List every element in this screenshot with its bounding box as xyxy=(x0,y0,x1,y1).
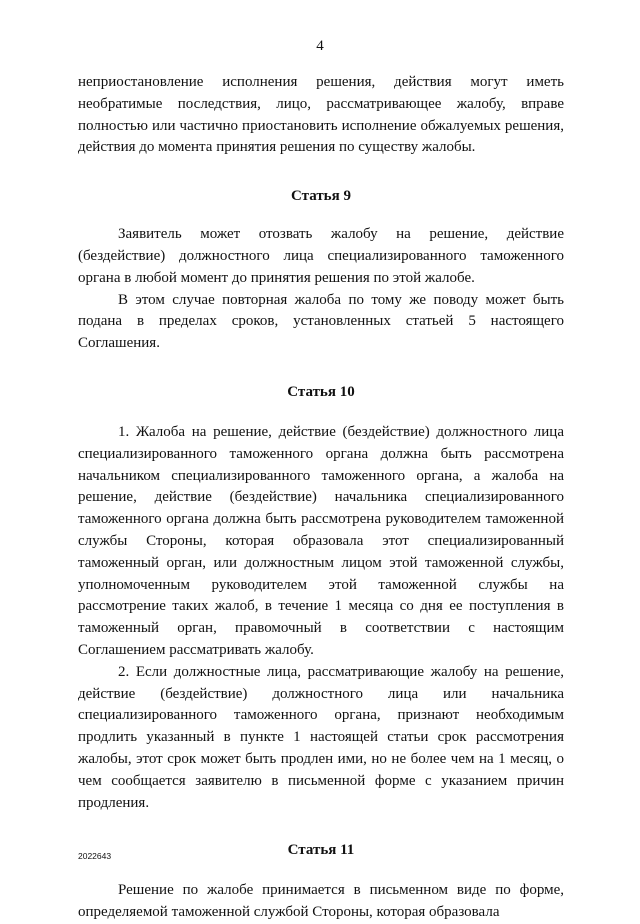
article-9-paragraph-2: В этом случае повторная жалоба по тому же поводу может быть подана в пределах сроков, установленных статьей 5 настоящего Соглашения. xyxy=(78,291,564,352)
intro-paragraph: неприостановление исполнения решения, действия могут иметь необратимые последствия, лицо, рассматривающее жалобу, вправе полностью или частично приостановить исполнение обжалуемых решения, действия до момента принятия решения по существу жалобы. xyxy=(78,74,564,156)
article-9-heading: Статья 9 xyxy=(291,188,351,205)
article-11-paragraph-1: Решение по жалобе принимается в письменном виде по форме, определяемой таможенной службой Стороны, которая образовала xyxy=(78,882,564,921)
article-11-heading: Статья 11 xyxy=(287,842,355,859)
document-body xyxy=(78,72,564,924)
article-9-paragraph-1: Заявитель может отозвать жалобу на решение, действие (бездействие) должностного лица специализированного таможенного органа в любой момент до принятия решения по этой жалобе. xyxy=(78,226,564,286)
article-10-paragraph-2: 2. Если должностные лица, рассматривающие жалобу на решение, действие (бездействие) должностного лица или начальника специализированного таможенного органа, признают необходимым продлить указанный в пункте 1 настоящей статьи срок рассмотрения жалобы, этот срок может быть продлен ими, но не более чем на 1 месяц, о чем сообщается заявителю в письменной форме с указанием причин продления. xyxy=(78,663,564,811)
page-number: 4 xyxy=(316,38,324,54)
article-10-paragraph-1: 1. Жалоба на решение, действие (бездействие) должностного лица специализированного таможенного органа должна быть рассмотрена начальником специализированного таможенного органа, а жалоба на решение, действие (бездействие) начальника специализированного таможенного органа должна быть рассмотрена руководителем таможенной службы Стороны, которая образовала этот специализированный таможенный орган, или должностным лицом этой таможенной службы, уполномоченным руководителем этой таможенной службы на рассмотрение таких жалоб, в течение 1 месяца со дня ее поступления в таможенный орган, правомочный в соответствии с настоящим Соглашением рассматривать жалобу. xyxy=(78,423,564,658)
footer-document-code: 2022643 xyxy=(78,851,112,861)
article-10-heading: Статья 10 xyxy=(287,383,355,400)
